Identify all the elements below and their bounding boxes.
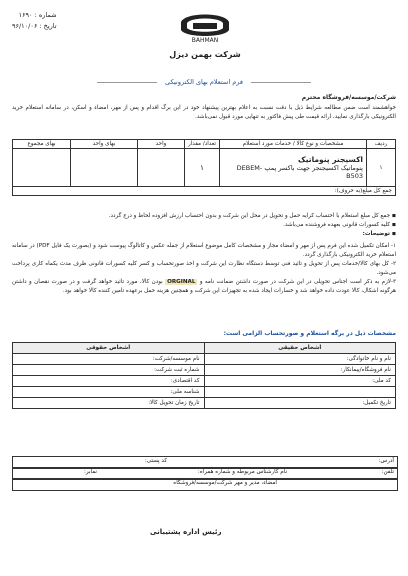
seller-section-title: مشخصات ذیل در برگه استعلام و صورتحساب الزامی است: xyxy=(223,330,396,337)
fax-label: نمابر: xyxy=(83,469,97,475)
table-row: شناسه ملی: xyxy=(13,387,396,398)
company-name: شرکت بهمن دیزل xyxy=(169,50,241,59)
original-tag: ORGINAL xyxy=(167,279,196,285)
note-item: ◾ کلیه کسورات قانونی بعهده فروشنده می‌باشد. xyxy=(283,222,396,228)
notes xyxy=(12,212,396,239)
items-table xyxy=(12,139,396,196)
col-qty: تعداد/ مقدار xyxy=(185,140,220,149)
item-title: اکسیجنر پنوماتیک xyxy=(298,155,363,164)
explanation-item: ۳-لازم به ذکر است اجناس تحویلی در این شرکت در صورت داشتن ضمانت نامه و ORGINAL بودن کالا، مورد تائید خواهد گرفت و در صورت نقصان و داشتن هرگونه اشکال، کالا عودت داده خواهد شد و خسارات ایجاد شده به تجهیزات این شرکت و همچنین هزینه حمل برعهده تامین کننده کالا خواهد بود. xyxy=(12,279,397,294)
document-number: شماره : ۱۶۹۰ xyxy=(18,11,57,19)
col-real-person: اشخاص حقیقی xyxy=(204,343,396,354)
document-date: تاریخ : ۹۶/۱۰/۰۶ xyxy=(12,22,57,30)
table-row: کد ملی: کد اقتصادی: xyxy=(13,376,396,387)
col-total: بهای مجموع xyxy=(13,140,71,149)
address-label: آدرس: xyxy=(378,458,394,464)
items-table-header xyxy=(13,140,396,149)
note-item: ◾ جمع کل مبلغ استعلام با احتساب کرایه حمل و تحویل در محل این شرکت و بدون احتساب ارزش افزوده لحاظ و درج گردد. xyxy=(108,213,396,219)
form-title: فرم استعلام بهای الکترونیکی xyxy=(165,78,243,86)
explanations xyxy=(12,242,396,296)
item-details: پنوماتیک اکسیجنجر جهت باکسر پمپ DEBEM-B503 xyxy=(236,164,363,180)
item-total xyxy=(13,149,71,187)
col-unit-price: بهای واحد xyxy=(71,140,138,149)
phone-label: تلفن: xyxy=(381,469,394,475)
staff-label: نام کارشناس مربوطه و شماره همراه: xyxy=(197,469,287,475)
seller-table xyxy=(12,342,396,409)
table-row: نام و نام خانوادگی: نام موسسه/شرکت: xyxy=(13,354,396,365)
form-title-row xyxy=(0,78,408,86)
svg-text:BAHMAN: BAHMAN xyxy=(191,37,219,44)
table-row: تاریخ تکمیل: تاریخ زمان تحویل کالا: xyxy=(13,398,396,409)
item-unit xyxy=(138,149,185,187)
total-in-words-label: جمع کل مبلغ(به حروف): xyxy=(13,187,396,196)
explanation-item: ۱- امکان تکمیل شده این فرم پس از مهر و امضاء مجاز و مشخصات کامل موضوع استعلام از جمله عکس و کاتالوگ پیوست شود و (بصورت یک فایل PDF) در سامانه استعلام خرید الکترونیکی بارگذاری گردد. xyxy=(12,243,396,258)
title-divider xyxy=(97,82,157,83)
item-description xyxy=(220,149,367,187)
postal-code-label: کد پستی: xyxy=(144,458,167,464)
item-unit-price xyxy=(71,149,138,187)
bahman-logo-icon xyxy=(175,8,235,44)
greeting: شرکت/موسسه/فروشگاه محترم xyxy=(301,94,396,101)
col-unit: واحد xyxy=(138,140,185,149)
col-row: ردیف xyxy=(367,140,396,149)
signature-title: رئیس اداره پشتیبانی xyxy=(150,528,222,536)
explanation-item: ۲- کل بهای کالا/خدمات پس از تحویل و تائید فنی توسط دستگاه نظارت این شرکت و اخذ صورتحساب و کسر کلیه کسورات قانونی ظرف مدت یکماه کاری پرداخت می‌شود. xyxy=(12,261,396,276)
item-qty: ۱ xyxy=(185,149,220,187)
company-logo xyxy=(165,8,245,64)
intro-paragraph: خواهشمند است ضمن مطالعه شرایط ذیل با دقت نسبت به اعلام بهترین پیشنهاد خود در این برگ اقدام و پس از مهر، امضاء و اسکن، در سامانه استعلام خرید الکترونیکی بارگذاری نمایید، ارائه قیمت طی پیش فاکتور به تنهایی مورد قبول نمی‌باشد. xyxy=(12,105,396,120)
title-divider xyxy=(251,82,311,83)
note-item: ◾ توضیحات: xyxy=(362,231,396,237)
table-row: نام فروشگاه/پیمانکار: شماره ثبت شرکت: xyxy=(13,365,396,376)
document-meta xyxy=(12,10,57,32)
sign-row xyxy=(12,478,398,491)
seller-table-header xyxy=(13,343,396,354)
row-number: ۱ xyxy=(367,149,396,187)
col-legal-person: اشخاص حقوقی xyxy=(13,343,205,354)
total-row xyxy=(13,187,396,196)
table-row xyxy=(13,149,396,187)
sign-label: امضاء، مدیر و مهر شرکت/موسسه/فروشگاه xyxy=(173,480,277,486)
col-description: مشخصات و نوع کالا / خدمات مورد استعلام xyxy=(220,140,367,149)
